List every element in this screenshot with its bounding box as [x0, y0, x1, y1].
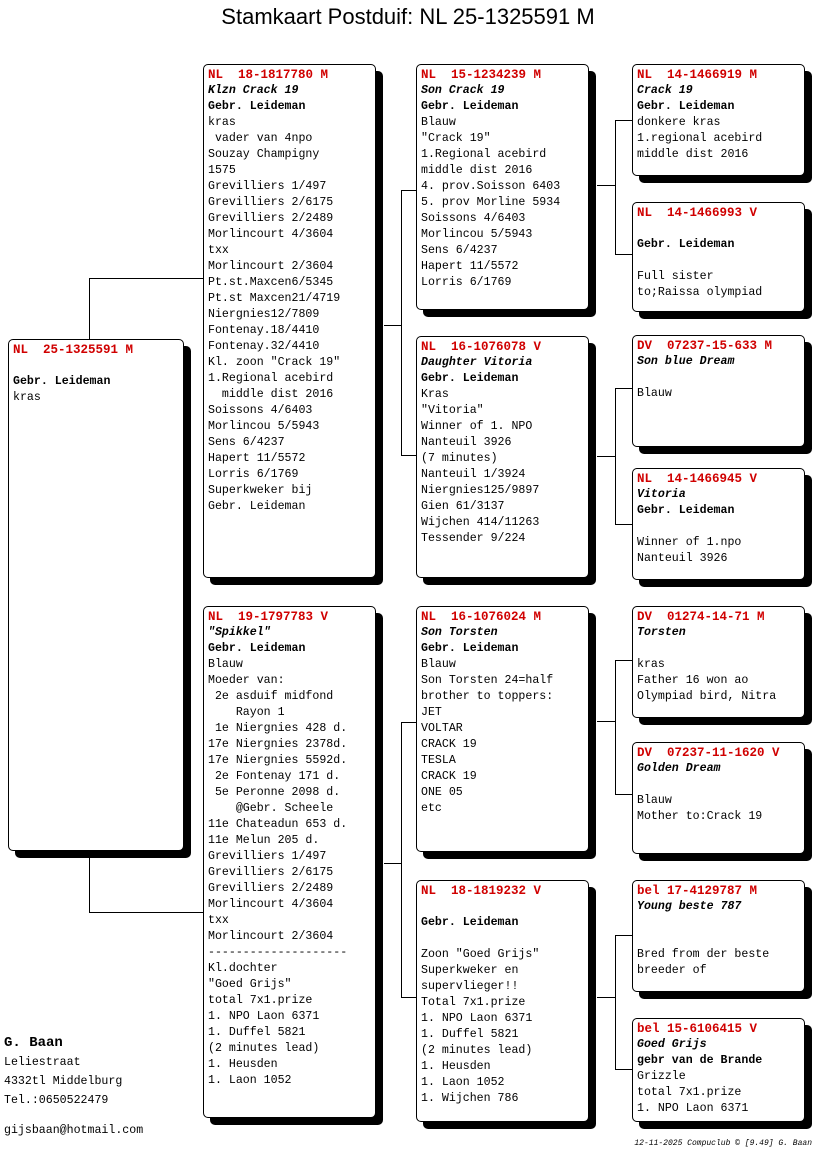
breeder-name — [637, 641, 800, 657]
pigeon-name: Son blue Dream — [637, 355, 735, 368]
info-line: 1. Laon 1052 — [421, 1076, 505, 1089]
info-line: middle dist 2016 — [208, 388, 334, 401]
info-line: Hapert 11/5572 — [208, 452, 306, 465]
connector-line — [615, 935, 616, 1069]
info-line: CRACK 19 — [421, 738, 477, 751]
connector-line — [401, 722, 402, 997]
info-line: Blauw — [421, 658, 456, 671]
info-line: Grevilliers 2/2489 — [208, 882, 334, 895]
info-line: Gebr. Leideman — [208, 500, 306, 513]
info-line: Grevilliers 2/6175 — [208, 866, 334, 879]
info-line — [421, 931, 584, 947]
info-line: Blauw — [637, 794, 672, 807]
info-line: Zoon "Goed Grijs" — [421, 948, 540, 961]
ring-number: NL 25-1325591 M — [13, 343, 134, 357]
info-line: Grizzle — [637, 1070, 686, 1083]
info-line: 17e Niergnies 2378d. — [208, 738, 348, 751]
info-line: txx — [208, 914, 229, 927]
info-line: 5e Peronne 2098 d. — [208, 786, 341, 799]
info-line: Morlincourt 4/3604 — [208, 898, 334, 911]
info-line: 1. Wijchen 786 — [421, 1092, 519, 1105]
info-line: etc — [421, 802, 442, 815]
connector-line — [89, 278, 90, 341]
connector-line — [597, 721, 615, 722]
connector-line — [597, 997, 615, 998]
info-line: Son Torsten 24=half — [421, 674, 554, 687]
info-line: Grevilliers 1/497 — [208, 180, 327, 193]
info-line: JET — [421, 706, 442, 719]
info-line: 1. NPO Laon 6371 — [208, 1010, 320, 1023]
pigeon-name: Klzn Crack 19 — [208, 84, 299, 97]
info-line: Winner of 1.npo — [637, 536, 742, 549]
ring-number: NL 15-1234239 M — [421, 68, 542, 82]
sire-dam-dam-card — [632, 468, 805, 580]
info-line: 1. Heusden — [208, 1058, 278, 1071]
info-line: 11e Chateadun 653 d. — [208, 818, 348, 831]
pigeon-name: Son Crack 19 — [421, 84, 505, 97]
sire-sire-dam-card — [632, 202, 805, 312]
connector-line — [615, 794, 632, 795]
connector-line — [615, 388, 616, 524]
breeder-name: Gebr. Leideman — [421, 916, 519, 929]
info-line: Total 7x1.prize — [421, 996, 526, 1009]
info-line: 1575 — [208, 164, 236, 177]
breeder-name: Gebr. Leideman — [421, 642, 519, 655]
info-line: ONE 05 — [421, 786, 463, 799]
info-line: Grevilliers 2/2489 — [208, 212, 334, 225]
info-line: Grevilliers 2/6175 — [208, 196, 334, 209]
info-line: Kl.dochter — [208, 962, 278, 975]
info-line: Winner of 1. NPO — [421, 420, 533, 433]
info-line — [637, 931, 800, 947]
info-line: total 7x1.prize — [637, 1086, 742, 1099]
connector-line — [401, 455, 417, 456]
info-line: -------------------- — [208, 946, 348, 959]
dam-dam-card — [416, 880, 589, 1122]
sire-dam-sire-card — [632, 335, 805, 447]
sire-card — [203, 64, 376, 578]
connector-line — [615, 524, 632, 525]
info-line: 4. prov.Soisson 6403 — [421, 180, 561, 193]
info-line: donkere kras — [637, 116, 721, 129]
connector-line — [615, 1069, 632, 1070]
pigeon-name: Vitoria — [637, 488, 686, 501]
connector-line — [89, 912, 203, 913]
info-line: 1. NPO Laon 6371 — [637, 1102, 749, 1115]
info-line: (2 minutes lead) — [208, 1042, 320, 1055]
ring-number: NL 14-1466945 V — [637, 472, 758, 486]
info-line: Lorris 6/1769 — [208, 468, 299, 481]
connector-line — [401, 997, 417, 998]
info-line: Niergnies12/7809 — [208, 308, 320, 321]
info-line: total 7x1.prize — [208, 994, 313, 1007]
connector-line — [597, 456, 615, 457]
info-line: Fontenay.32/4410 — [208, 340, 320, 353]
info-line: 2e Fontenay 171 d. — [208, 770, 341, 783]
breeder-name: Gebr. Leideman — [421, 372, 519, 385]
owner-block — [4, 1034, 122, 1110]
info-line: Soissons 4/6403 — [208, 404, 313, 417]
info-line — [637, 519, 800, 535]
pigeon-name — [421, 899, 584, 915]
info-line: Gien 61/3137 — [421, 500, 505, 513]
connector-line — [401, 722, 417, 723]
ring-number: DV 01274-14-71 M — [637, 610, 765, 624]
ring-number: NL 16-1076078 V — [421, 340, 542, 354]
info-line: Pt.st.Maxcen6/5345 — [208, 276, 334, 289]
info-line — [637, 253, 800, 269]
info-line: 1. Heusden — [421, 1060, 491, 1073]
info-line: kras — [208, 116, 236, 129]
ring-number: bel 15-6106415 V — [637, 1022, 758, 1036]
connector-line — [615, 660, 632, 661]
info-line: Sens 6/4237 — [208, 436, 285, 449]
connector-line — [401, 190, 402, 455]
dam-sire-card — [416, 606, 589, 852]
breeder-name: gebr van de Brande — [637, 1054, 763, 1067]
info-line: Grevilliers 1/497 — [208, 850, 327, 863]
info-line: Mother to:Crack 19 — [637, 810, 763, 823]
breeder-name — [637, 915, 800, 931]
connector-line — [615, 120, 616, 254]
info-line: Morlincourt 2/3604 — [208, 930, 334, 943]
info-line: Niergnies125/9897 — [421, 484, 540, 497]
info-line: Sens 6/4237 — [421, 244, 498, 257]
info-line: Lorris 6/1769 — [421, 276, 512, 289]
info-line: 11e Melun 205 d. — [208, 834, 320, 847]
owner-street: Leliestraat — [4, 1056, 81, 1069]
info-line: Soissons 4/6403 — [421, 212, 526, 225]
pigeon-name — [13, 358, 179, 374]
info-line: (2 minutes lead) — [421, 1044, 533, 1057]
info-line: Father 16 won ao — [637, 674, 749, 687]
sire-dam-card — [416, 336, 589, 578]
info-line: 1. Duffel 5821 — [421, 1028, 519, 1041]
info-line: 1. NPO Laon 6371 — [421, 1012, 533, 1025]
pigeon-name: Goed Grijs — [637, 1038, 707, 1051]
breeder-name: Gebr. Leideman — [13, 375, 111, 388]
connector-line — [384, 325, 401, 326]
sire-sire-sire-card — [632, 64, 805, 176]
ring-number: NL 18-1819232 V — [421, 884, 542, 898]
connector-line — [597, 185, 615, 186]
info-line: Superkweker en — [421, 964, 519, 977]
ring-number: DV 07237-11-1620 V — [637, 746, 780, 760]
info-line: middle dist 2016 — [637, 148, 749, 161]
info-line: Nanteuil 1/3924 — [421, 468, 526, 481]
info-line: Pt.st Maxcen21/4719 — [208, 292, 341, 305]
pigeon-name: "Spikkel" — [208, 626, 271, 639]
dam-sire-sire-card — [632, 606, 805, 718]
owner-name: G. Baan — [4, 1035, 63, 1051]
ring-number: bel 17-4129787 M — [637, 884, 758, 898]
info-line: supervlieger!! — [421, 980, 519, 993]
info-line: @Gebr. Scheele — [208, 802, 334, 815]
info-line: Bred from der beste — [637, 948, 770, 961]
connector-line — [401, 190, 417, 191]
info-line: "Vitoria" — [421, 404, 484, 417]
ring-number: NL 14-1466993 V — [637, 206, 758, 220]
ring-number: NL 18-1817780 M — [208, 68, 329, 82]
info-line: Morlincourt 2/3604 — [208, 260, 334, 273]
info-line: Fontenay.18/4410 — [208, 324, 320, 337]
subject-pigeon-card — [8, 339, 184, 851]
connector-line — [89, 851, 90, 913]
info-line: 1. Duffel 5821 — [208, 1026, 306, 1039]
info-line: txx — [208, 244, 229, 257]
connector-line — [615, 120, 632, 121]
info-line: brother to toppers: — [421, 690, 554, 703]
info-line: CRACK 19 — [421, 770, 477, 783]
ring-number: NL 14-1466919 M — [637, 68, 758, 82]
connector-line — [615, 254, 632, 255]
connector-line — [615, 935, 632, 936]
info-line: Nanteuil 3926 — [637, 552, 728, 565]
dam-card — [203, 606, 376, 1118]
info-line: breeder of — [637, 964, 707, 977]
pigeon-name — [637, 221, 800, 237]
info-line: Hapert 11/5572 — [421, 260, 519, 273]
info-line: Kl. zoon "Crack 19" — [208, 356, 341, 369]
info-line: TESLA — [421, 754, 456, 767]
info-line: 1.regional acebird — [637, 132, 763, 145]
breeder-name: Gebr. Leideman — [637, 504, 735, 517]
page-title: Stamkaart Postduif: NL 25-1325591 M — [221, 4, 595, 29]
info-line: Nanteuil 3926 — [421, 436, 512, 449]
info-line: 5. prov Morline 5934 — [421, 196, 561, 209]
info-line: Rayon 1 — [208, 706, 285, 719]
connector-line — [384, 863, 401, 864]
info-line: VOLTAR — [421, 722, 463, 735]
breeder-name: Gebr. Leideman — [637, 238, 735, 251]
info-line: "Goed Grijs" — [208, 978, 292, 991]
breeder-name: Gebr. Leideman — [208, 100, 306, 113]
info-line: kras — [637, 658, 665, 671]
info-line: Morlincourt 4/3604 — [208, 228, 334, 241]
pigeon-name: Son Torsten — [421, 626, 498, 639]
info-line: 17e Niergnies 5592d. — [208, 754, 348, 767]
footer-credit: 12-11-2025 Compuclub © [9.49] G. Baan — [634, 1139, 812, 1148]
info-line: Blauw — [208, 658, 243, 671]
info-line: to;Raissa olympiad — [637, 286, 763, 299]
info-line: kras — [13, 391, 41, 404]
info-line: vader van 4npo — [208, 132, 313, 145]
pigeon-name: Daughter Vitoria — [421, 356, 533, 369]
pigeon-name: Young beste 787 — [637, 900, 742, 913]
info-line: Superkweker bij — [208, 484, 313, 497]
info-line: Wijchen 414/11263 — [421, 516, 540, 529]
pigeon-name: Golden Dream — [637, 762, 721, 775]
sire-sire-card — [416, 64, 589, 310]
breeder-name: Gebr. Leideman — [637, 100, 735, 113]
dam-sire-dam-card — [632, 742, 805, 854]
info-line: Moeder van: — [208, 674, 285, 687]
connector-line — [615, 660, 616, 794]
info-line: 1e Niergnies 428 d. — [208, 722, 348, 735]
ring-number: DV 07237-15-633 M — [637, 339, 773, 353]
info-line: Olympiad bird, Nitra — [637, 690, 777, 703]
info-line: Blauw — [637, 387, 672, 400]
dam-dam-sire-card — [632, 880, 805, 992]
info-line: (7 minutes) — [421, 452, 498, 465]
info-line: 1.Regional acebird — [208, 372, 334, 385]
owner-phone: Tel.:0650522479 — [4, 1094, 109, 1107]
info-line: Kras — [421, 388, 449, 401]
info-line: Full sister — [637, 270, 714, 283]
info-line: middle dist 2016 — [421, 164, 533, 177]
pigeon-name: Crack 19 — [637, 84, 693, 97]
breeder-name — [637, 370, 800, 386]
breeder-name — [637, 777, 800, 793]
info-line: Souzay Champigny — [208, 148, 320, 161]
owner-email: gijsbaan@hotmail.com — [4, 1124, 144, 1137]
owner-city: 4332tl Middelburg — [4, 1075, 123, 1088]
breeder-name: Gebr. Leideman — [208, 642, 306, 655]
breeder-name: Gebr. Leideman — [421, 100, 519, 113]
connector-line — [89, 278, 203, 279]
info-line: "Crack 19" — [421, 132, 491, 145]
dam-dam-dam-card — [632, 1018, 805, 1122]
info-line: Morlincou 5/5943 — [208, 420, 320, 433]
info-line: 2e asduif midfond — [208, 690, 334, 703]
connector-line — [615, 388, 632, 389]
info-line: 1.Regional acebird — [421, 148, 547, 161]
ring-number: NL 16-1076024 M — [421, 610, 542, 624]
info-line: Tessender 9/224 — [421, 532, 526, 545]
info-line: Morlincou 5/5943 — [421, 228, 533, 241]
ring-number: NL 19-1797783 V — [208, 610, 329, 624]
info-line: Blauw — [421, 116, 456, 129]
pigeon-name: Torsten — [637, 626, 686, 639]
info-line: 1. Laon 1052 — [208, 1074, 292, 1087]
